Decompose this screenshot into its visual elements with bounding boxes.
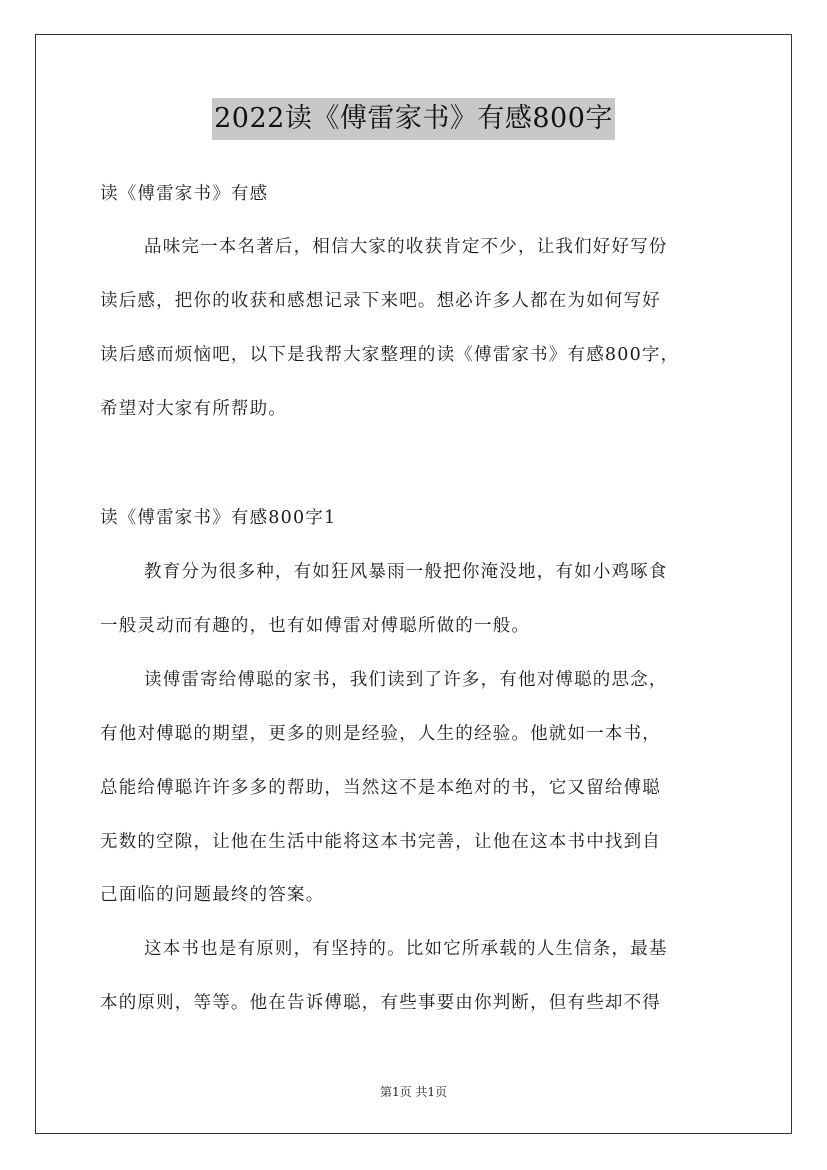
section-heading: 读《傅雷家书》有感800字1	[100, 508, 337, 528]
paragraph-line: 教育分为很多种，有如狂风暴雨一般把你淹没地，有如小鸡啄食	[144, 562, 668, 582]
paragraph-line: 一般灵动而有趣的，也有如傅雷对傅聪所做的一般。	[100, 616, 531, 636]
paragraph-line: 读后感而烦恼吧，以下是我帮大家整理的读《傅雷家书》有感800字，	[100, 345, 680, 365]
paragraph-line: 本的原则，等等。他在告诉傅聪，有些事要由你判断，但有些却不得	[100, 993, 661, 1013]
page-footer: 第1页 共1页	[379, 1085, 448, 1099]
paragraph-line: 读后感，把你的收获和感想记录下来吧。想必许多人都在为如何写好	[100, 291, 661, 311]
paragraph-line: 有他对傅聪的期望，更多的则是经验，人生的经验。他就如一本书，	[100, 724, 661, 744]
paragraph-line: 品味完一本名著后，相信大家的收获肯定不少，让我们好好写份	[144, 237, 668, 257]
paragraph-line: 希望对大家有所帮助。	[100, 399, 287, 419]
section-heading: 读《傅雷家书》有感	[100, 184, 269, 204]
paragraph-line: 无数的空隙，让他在生活中能将这本书完善，让他在这本书中找到自	[100, 832, 661, 852]
paragraph-line: 这本书也是有原则，有坚持的。比如它所承载的人生信条，最基	[144, 939, 668, 959]
document-title: 2022读《傅雷家书》有感800字	[212, 98, 615, 140]
paragraph-line: 读傅雷寄给傅聪的家书，我们读到了许多，有他对傅聪的思念，	[144, 670, 668, 690]
paragraph-line: 己面临的问题最终的答案。	[100, 885, 325, 905]
paragraph-line: 总能给傅聪许许多多的帮助，当然这不是本绝对的书，它又留给傅聪	[100, 778, 661, 798]
title-container	[0, 98, 827, 140]
